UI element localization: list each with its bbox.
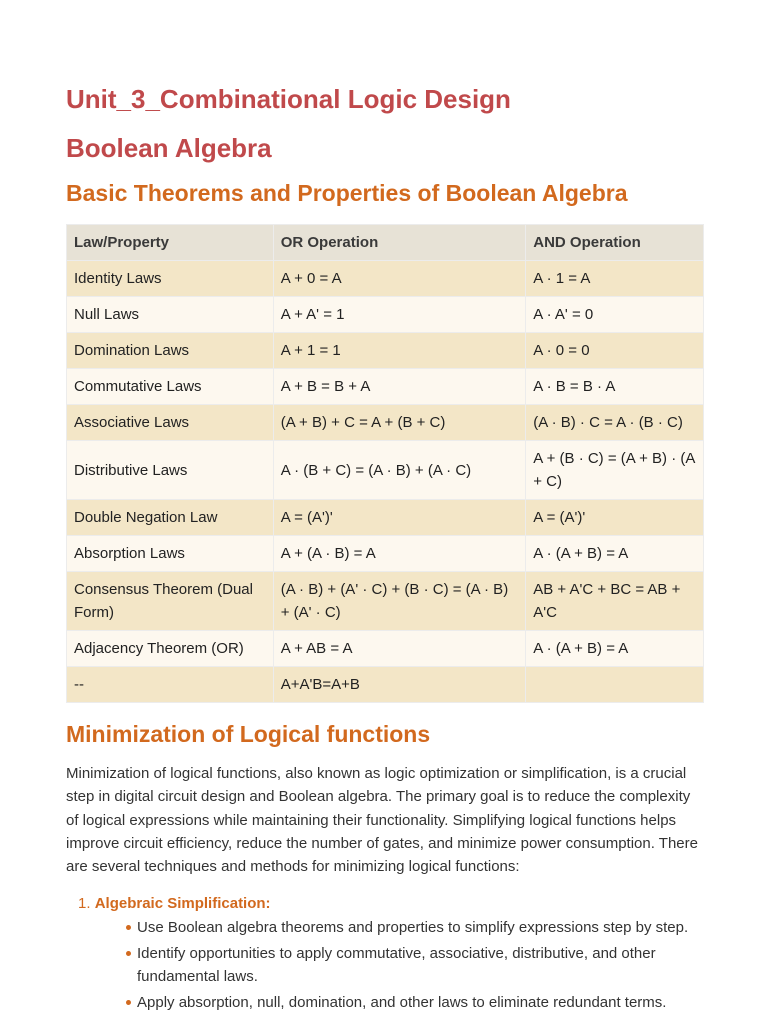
or-operation-cell: A + (A · B) = A	[273, 536, 526, 572]
law-name-cell: --	[67, 667, 274, 703]
section-heading: Basic Theorems and Properties of Boolean Algebra	[66, 180, 628, 206]
or-operation-cell: (A · B) + (A' · C) + (B · C) = (A · B) + (A' · C)	[273, 572, 526, 631]
and-operation-cell: AB + A'C + BC = AB + A'C	[526, 572, 704, 631]
methods-list	[66, 895, 704, 1014]
bullet-icon	[126, 925, 131, 930]
unit-title: Unit_3_Combinational Logic Design	[66, 84, 511, 114]
law-name-cell: Adjacency Theorem (OR)	[67, 631, 274, 667]
bullet-icon	[126, 1000, 131, 1005]
table-row	[67, 631, 704, 667]
table-header-row	[67, 225, 704, 261]
and-operation-cell: A · 0 = 0	[526, 333, 704, 369]
table-row	[67, 333, 704, 369]
step-text: Use Boolean algebra theorems and properties to simplify expressions step by step.	[137, 919, 689, 937]
step-text: Identify opportunities to apply commutative, associative, distributive, and other fundamental laws.	[137, 945, 656, 986]
list-item	[114, 991, 704, 1014]
table-row	[67, 261, 704, 297]
method-item	[78, 895, 704, 1014]
method-steps	[78, 916, 704, 1014]
table-row	[67, 500, 704, 536]
or-operation-cell: A · (B + C) = (A · B) + (A · C)	[273, 441, 526, 500]
or-operation-cell: (A + B) + C = A + (B + C)	[273, 405, 526, 441]
table-row	[67, 405, 704, 441]
table-row	[67, 297, 704, 333]
list-item	[114, 916, 704, 939]
list-item	[114, 942, 704, 988]
or-operation-cell: A + 1 = 1	[273, 333, 526, 369]
law-name-cell: Null Laws	[67, 297, 274, 333]
table-row	[67, 441, 704, 500]
and-operation-cell	[526, 667, 704, 703]
topic-title: Boolean Algebra	[66, 133, 272, 163]
method-title: Algebraic Simplification:	[94, 895, 271, 913]
boolean-laws-table	[66, 224, 704, 703]
law-name-cell: Associative Laws	[67, 405, 274, 441]
and-operation-cell: A · 1 = A	[526, 261, 704, 297]
intro-paragraph: Minimization of logical functions, also known as logic optimization or simplification, is a crucial step in digital circuit design and Boolean algebra. The primary goal is to reduce the complexity of logical expressions while maintaining their functionality. Simplifying logical functions helps improve circuit efficiency, reduce the number of gates, and minimize power consumption. There are several techniques and methods for minimizing logical functions:	[66, 765, 698, 876]
law-name-cell: Consensus Theorem (Dual Form)	[67, 572, 274, 631]
step-text: Apply absorption, null, domination, and other laws to eliminate redundant terms.	[137, 994, 667, 1012]
law-name-cell: Identity Laws	[67, 261, 274, 297]
header-or-operation: OR Operation	[273, 225, 526, 261]
table-row	[67, 667, 704, 703]
or-operation-cell: A + AB = A	[273, 631, 526, 667]
and-operation-cell: A · (A + B) = A	[526, 536, 704, 572]
law-name-cell: Absorption Laws	[67, 536, 274, 572]
table-row	[67, 572, 704, 631]
and-operation-cell: A = (A')'	[526, 500, 704, 536]
and-operation-cell: A · A' = 0	[526, 297, 704, 333]
and-operation-cell: A · (A + B) = A	[526, 631, 704, 667]
or-operation-cell: A + B = B + A	[273, 369, 526, 405]
or-operation-cell: A = (A')'	[273, 500, 526, 536]
bullet-icon	[126, 951, 131, 956]
header-law-property: Law/Property	[67, 225, 274, 261]
and-operation-cell: A · B = B · A	[526, 369, 704, 405]
or-operation-cell: A + 0 = A	[273, 261, 526, 297]
table-row	[67, 369, 704, 405]
or-operation-cell: A + A' = 1	[273, 297, 526, 333]
law-name-cell: Double Negation Law	[67, 500, 274, 536]
and-operation-cell: A + (B · C) = (A + B) · (A + C)	[526, 441, 704, 500]
law-name-cell: Domination Laws	[67, 333, 274, 369]
and-operation-cell: (A · B) · C = A · (B · C)	[526, 405, 704, 441]
method-number: 1.	[78, 895, 91, 913]
law-name-cell: Commutative Laws	[67, 369, 274, 405]
or-operation-cell: A+A'B=A+B	[273, 667, 526, 703]
header-and-operation: AND Operation	[526, 225, 704, 261]
table-row	[67, 536, 704, 572]
minimization-heading: Minimization of Logical functions	[66, 721, 431, 747]
law-name-cell: Distributive Laws	[67, 441, 274, 500]
